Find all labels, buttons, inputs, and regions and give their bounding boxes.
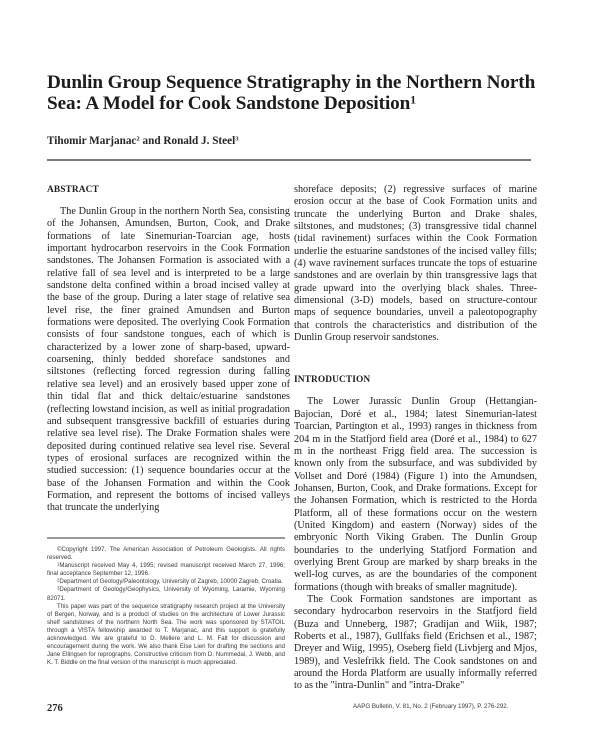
author-name: Ronald J. Steel [163, 135, 236, 147]
author-footnote-marker: 3 [235, 135, 239, 143]
author-conjunction: and [139, 135, 164, 147]
introduction-paragraph: The Cook Formation sandstones are important as secondary hydrocarbon reservoirs in the Statfjord field (Buza and Unneberg, 1987; Gradijan and Wiik, 1987; Roberts et al., 1987), Gullfaks field (Erichsen et al., 1987; Dreyer and Wiig, 1995), Oseberg field (Livbjerg and Mjos, 1989), and Veslefrikk field. The Cook sandstones on and around the Horda Platform are usually informally referred to as the "intra-Dunlin" and "intra-Drake" [294, 593, 537, 692]
title-footnote-marker: 1 [410, 94, 416, 107]
left-column [47, 184, 290, 515]
introduction-heading: INTRODUCTION [294, 375, 371, 386]
footnote-manuscript [47, 562, 285, 578]
footnote-text: This paper was part of the sequence stratigraphy research project at the University of Bergen, Norway, and is a product of studies on the architecture of Lower Jurassic shelf sandstones of the northern North Sea. The work was sponsored by STATOIL through a VISTA fellowship awarded to T. Marjanac, and this support is gratefully acknowledged. We are grateful to D. Mellere and L. M. Falt for discussion and encouragement during the work. We also thank Else Lien for drafting the sections and Jane Ellingsen for reprographs. Constructive criticism from D. Nummedal, J. Webb, and K. T. Biddle on the final version of the manuscript is much appreciated. [47, 602, 285, 667]
introduction-paragraph: The Lower Jurassic Dunlin Group (Hettangian-Bajocian, Doré et al., 1984; latest Sinemurian-latest Toarcian, Partington et al., 1993) ranges in thickness from 204 m in the Statfjord field area (Doré et al., 1984) to 627 m in the northeast Frigg field area. The succession is known only from the subsurface, and was subdivided by Vollset and Doré (1984) (Figure 1) into the Amundsen, Johansen, Burton, Cook, and Drake formations. Except for the Johansen Formation, which is restricted to the Horda Platform, all of these formations occur on the western (United Kingdom) and eastern (Norway) sides of the embryonic North Viking Graben. The Dunlin Group boundaries to the underlying Statfjord Formation and overlying Brent Group are marked by sharp breaks in the well-log curves, as are the boundaries of the component formations (though with breaks of smaller magnitude). [294, 396, 537, 593]
footnote-affiliation [47, 586, 285, 602]
title-divider [47, 159, 531, 161]
author-footnote-marker: 2 [136, 135, 140, 143]
footnote-acknowledgments [47, 603, 285, 668]
footnote-marker: 1 [57, 561, 60, 567]
right-column [294, 184, 537, 693]
abstract-paragraph: The Dunlin Group in the northern North Sea, consisting of the Johansen, Amundsen, Burton, Cook, and Drake formations of late Sinemurian-Toarcian age, hosts important hydrocarbon reservoirs in the Cook Formation sandstones. The Johansen Formation is associated with a relative fall of sea level and is interpreted to be a large sandstone delta confined within a broad incised valley at the base of the group. During a later stage of relative sea level rise, the finer grained Amundsen and Burton formations were deposited. The overlying Cook Formation consists of four sandstone tongues, each of which is characterized by a lower zone of sharp-based, upward-coarsening, thinly bedded shoreface sandstones and siltstones (reflecting forced regression during falling relative sea level) and an erosively based upper zone of thin tidal flat and thick deltaic/estuarine sandstones (reflecting lowstand incision, as well as initial progradation and subsequent transgressive backfill of estuaries during relative sea level rise). The Drake Formation shales were deposited during continued relative sea level rise. Several types of erosional surfaces are recognized within the studied succession: (1) sequence boundaries occur at the base of the Johansen Formation and within the Cook Formation, and represent the bottoms of incised valleys that truncate the underlying [47, 206, 290, 514]
footnote-text: Department of Geology/Geophysics, University of Wyoming, Laramie, Wyoming 82071. [47, 586, 285, 602]
footnote-text: ©Copyright 1997. The American Association of Petroleum Geologists. All rights reserved. [47, 546, 285, 562]
footnote-text: Department of Geology/Paleontology, University of Zagreb, 10000 Zagreb, Croatia. [59, 578, 283, 586]
journal-reference: AAPG Bulletin, V. 81, No. 2 (February 1997), P. 276-292. [353, 703, 509, 710]
footnote-copyright [47, 546, 285, 562]
article-title-text: Dunlin Group Sequence Stratigraphy in the Northern North Sea: A Model for Cook Sandstone Deposition [47, 72, 536, 114]
footnote-divider [47, 537, 285, 539]
author-line [47, 135, 239, 147]
footnote-text: Manuscript received May 4, 1995; revised manuscript received March 27, 1996; final acceptance September 12, 1996. [47, 562, 285, 578]
page-number: 276 [47, 703, 63, 714]
abstract-heading: ABSTRACT [47, 185, 99, 195]
article-title [47, 72, 547, 114]
author-name: Tihomir Marjanac [47, 135, 137, 147]
abstract-paragraph-continued: shoreface deposits; (2) regressive surfaces of marine erosion occur at the base of Cook Formation units and truncate the underlying Burton and Drake shales, siltstones, and mudstones; (3) transgressive tidal channel (tidal ravinement) surfaces within the Cook Formation underlie the estuarine sandstones of the incised valley fills; (4) wave ravinement surfaces truncate the tops of estuarine sandstones and are overlain by thin transgressive lags that grade upward into the overlying black shales. Three-dimensional (3-D) models, based on structure-contour maps of sequence boundaries, unveil a paleotopography that controls the characteristics and distribution of the Dunlin Group reservoir sandstones. [294, 184, 537, 344]
footnote-marker: 2 [57, 577, 60, 583]
footnotes [47, 546, 285, 667]
footnote-marker: 3 [57, 585, 60, 591]
